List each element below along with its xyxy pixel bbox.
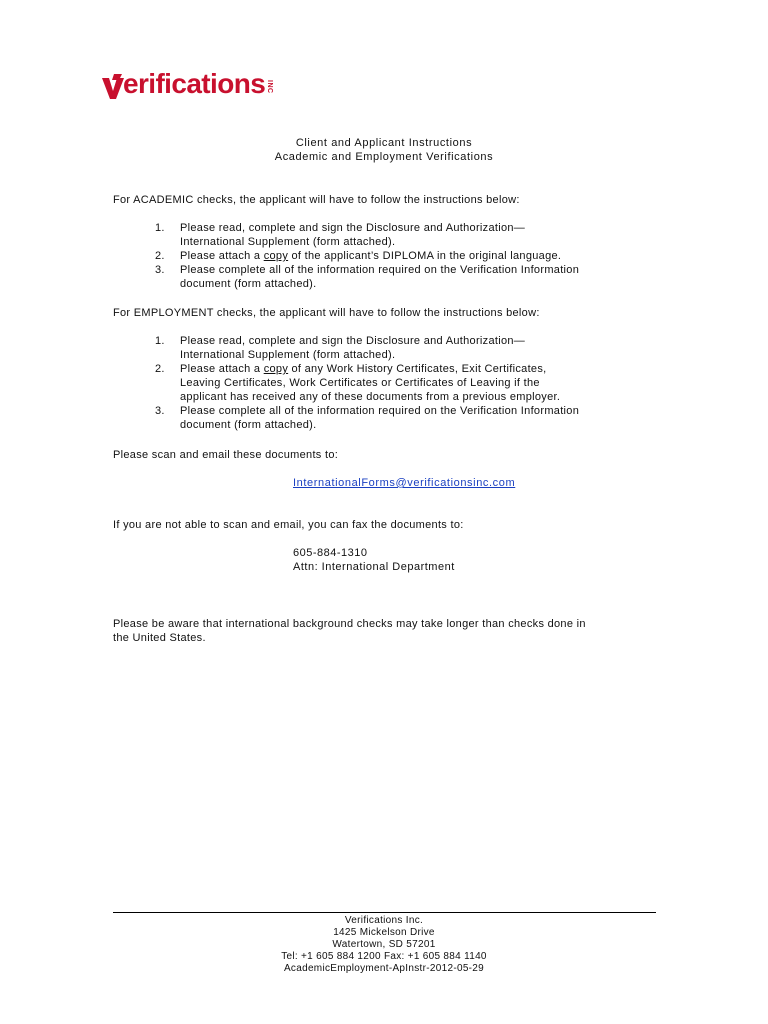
list-item: 1. Please read, complete and sign the Disclosure and Authorization— International Supplement (form attached). — [155, 335, 526, 361]
fax-instructions: If you are not able to scan and email, you can fax the documents to: — [113, 519, 464, 531]
employment-instructions-list — [155, 334, 655, 432]
doc-title-line1: Client and Applicant Instructions — [295, 137, 473, 149]
employment-intro: For EMPLOYMENT checks, the applicant will have to follow the instructions below: — [113, 307, 540, 319]
list-item: 3. Please complete all of the information required on the Verification Information document (form attached). — [155, 264, 580, 290]
logo-inc: INC — [266, 80, 274, 94]
fax-attn: Attn: International Department — [293, 561, 455, 573]
academic-instructions-list — [155, 221, 655, 291]
academic-intro: For ACADEMIC checks, the applicant will have to follow the instructions below: — [113, 194, 520, 206]
footer-city: Watertown, SD 57201 — [332, 939, 436, 950]
copy-underlined: copy — [263, 250, 289, 262]
footer-phones: Tel: +1 605 884 1200 Fax: +1 605 884 1140 — [281, 951, 487, 962]
list-item: 2. Please attach a copy of the applicant’s DIPLOMA in the original language. — [155, 250, 562, 262]
doc-title-line2: Academic and Employment Verifications — [274, 151, 494, 163]
list-item: 1. Please read, complete and sign the Disclosure and Authorization— International Supplement (form attached). — [155, 222, 526, 248]
notice-line1: Please be aware that international background checks may take longer than checks done in — [113, 618, 586, 630]
email-link[interactable]: InternationalForms@verificationsinc.com — [293, 477, 516, 489]
notice-line2: the United States. — [113, 632, 206, 644]
scan-instructions: Please scan and email these documents to: — [113, 449, 339, 461]
footer-company: Verifications Inc. — [344, 915, 424, 926]
list-item: 3. Please complete all of the information required on the Verification Information document (form attached). — [155, 405, 580, 431]
footer-divider — [113, 912, 656, 913]
fax-number: 605-884-1310 — [293, 547, 368, 559]
footer-doc-id: AcademicEmployment-ApInstr-2012-05-29 — [283, 963, 485, 974]
footer-street: 1425 Mickelson Drive — [333, 927, 435, 938]
list-item: 2. Please attach a copy of any Work History Certificates, Exit Certificates, Leaving Certificates, Work Certificates or Certificates of Leaving if the applicant has received any of these documents from a previous employer. — [155, 363, 561, 403]
logo-wordmark: erifications — [123, 68, 266, 99]
checkmark-v-icon — [102, 74, 124, 100]
company-logo — [102, 64, 273, 100]
copy-underlined: copy — [263, 363, 289, 375]
